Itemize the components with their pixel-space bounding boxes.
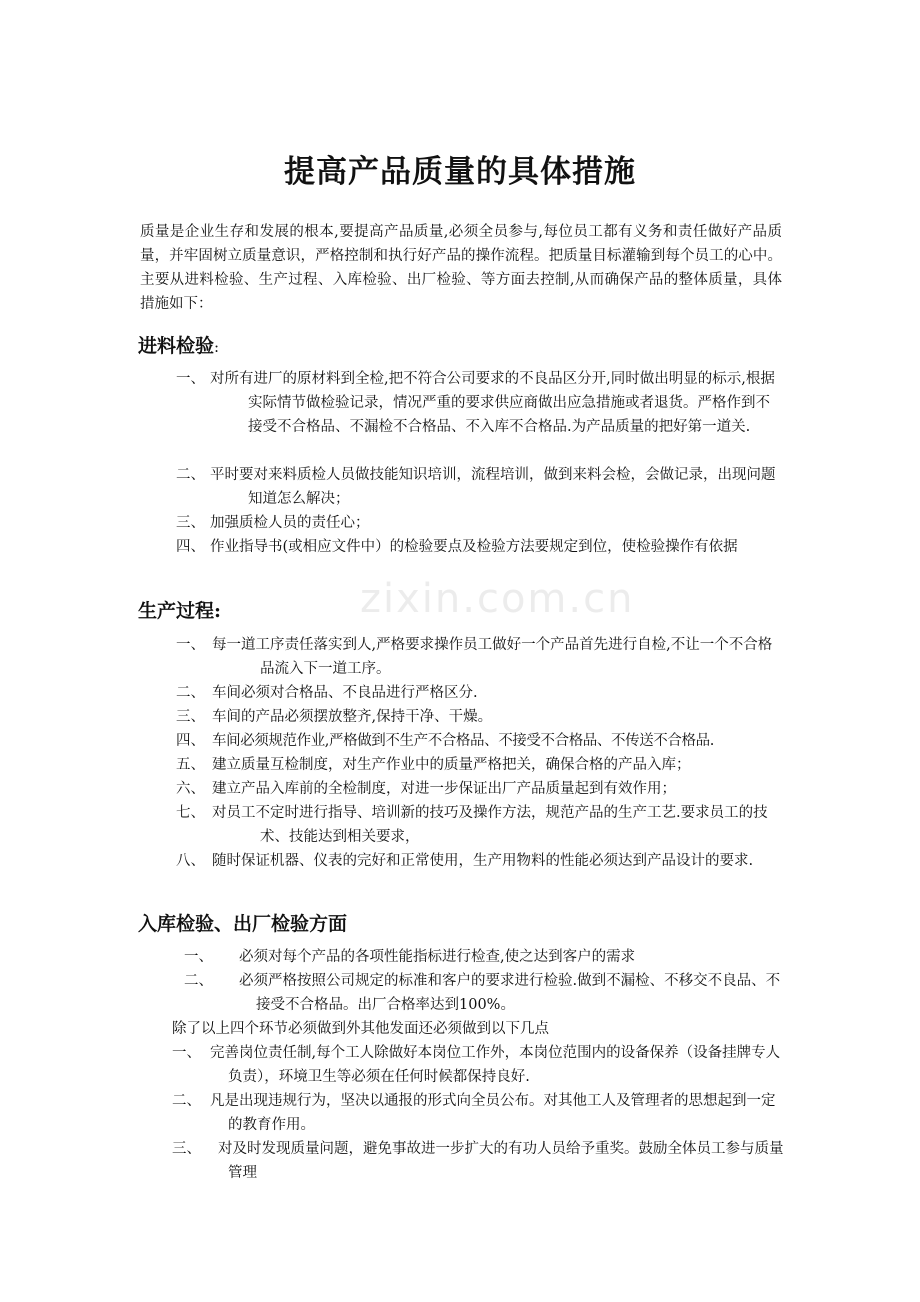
section-heading-production-process <box>138 596 221 623</box>
list-item-number: 八、 <box>176 853 205 869</box>
list-item-text: 对员工不定时进行指导、培训新的技巧及操作方法，规范产品的生产工艺.要求员工的技术、技能达到相关要求， <box>212 805 768 845</box>
list-item <box>172 1089 784 1137</box>
list-item-number: 三、 <box>176 515 205 531</box>
list-item-number: 二、 <box>176 685 205 701</box>
list-item-text: 随时保证机器、仪表的完好和正常使用，生产用物料的性能必须达到产品设计的要求. <box>212 853 754 869</box>
list-item <box>176 367 782 439</box>
list-item-text: 加强质检人员的责任心； <box>210 515 370 531</box>
list-item <box>176 535 782 559</box>
list-item-text: 对所有进厂的原材料到全检,把不符合公司要求的不良品区分开,同时做出明显的标示,根据实际情节做检验记录，情况严重的要求供应商做出应急措施或者退货。严格作到不接受不合格品、不漏检不合格品、不入库不合格品.为产品质量的把好第一道关. <box>210 371 775 435</box>
list-item-text: 每一道工序责任落实到人,严格要求操作员工做好一个产品首先进行自检,不让一个不合格品流入下一道工序。 <box>212 637 773 677</box>
list-item-text: 车间的产品必须摆放整齐,保持干净、干燥。 <box>212 709 493 725</box>
heading-colon: : <box>214 338 220 356</box>
list-item-number: 一、 <box>172 1045 201 1061</box>
transition-line: 除了以上四个环节必须做到外其他发面还必须做到以下几点 <box>172 1021 549 1037</box>
section-heading-text: 入库检验、出厂检验方面 <box>138 913 348 935</box>
list-item-text: 平时要对来料质检人员做技能知识培训，流程培训，做到来料会检，会做记录，出现问题知道怎么解决； <box>210 467 776 507</box>
list-item-number: 一、 <box>176 371 205 387</box>
section-heading-warehouse-outbound-inspection <box>138 909 347 936</box>
heading-colon: : <box>214 600 222 622</box>
list-item <box>172 1137 784 1185</box>
list-item-number: 二、 <box>176 467 205 483</box>
list-item <box>176 729 786 753</box>
list-item-text: 车间必须规范作业,严格做到不生产不合格品、不接受不合格品、不传送不合格品. <box>212 733 714 749</box>
list-item <box>176 511 782 535</box>
intro-paragraph: 质量是企业生存和发展的根本,要提高产品质量,必须全员参与,每位员工都有义务和责任做好产品质量，并牢固树立质量意识，严格控制和执行好产品的操作流程。把质量目标灌输到每个员工的心中。主要从进料检验、生产过程、入库检验、出厂检验、等方面去控制,从而确保产品的整体质量，具体措施如下： <box>140 224 782 312</box>
list-item-number: 六、 <box>176 781 205 797</box>
list-item <box>176 633 782 681</box>
list-item-text: 建立质量互检制度，对生产作业中的质量严格把关，确保合格的产品入库； <box>212 757 691 773</box>
section-heading-text: 生产过程 <box>138 600 215 622</box>
list-item <box>176 753 782 777</box>
list-item-text: 车间必须对合格品、不良品进行严格区分. <box>212 685 478 701</box>
watermark: zixin.com.cn <box>360 576 635 622</box>
list-item-text: 完善岗位责任制,每个工人除做好本岗位工作外，本岗位范围内的设备保养（设备挂牌专人负责），环境卫生等必须在任何时候都保持良好. <box>210 1045 781 1085</box>
list-item-number: 五、 <box>176 757 205 773</box>
list-item <box>176 777 782 801</box>
list-item-number: 四、 <box>176 539 205 555</box>
list-item-number: 二、 <box>184 973 213 989</box>
list-item <box>184 945 784 969</box>
section-heading-text: 进料检验 <box>138 335 215 357</box>
list-item-text: 凡是出现违规行为，坚决以通报的形式向全员公布。对其他工人及管理者的思想起到一定的教育作用。 <box>210 1093 776 1133</box>
list-item-number: 一、 <box>176 637 205 653</box>
list-item-number: 七、 <box>176 805 205 821</box>
list-item-number: 一、 <box>184 949 213 965</box>
list-item <box>176 801 782 849</box>
list-item <box>176 681 782 705</box>
list-item-text: 必须对每个产品的各项性能指标进行检查,使之达到客户的需求 <box>239 949 636 965</box>
list-item-number: 三、 <box>172 1141 201 1157</box>
list-item-text: 对及时发现质量问题，避免事故进一步扩大的有功人员给予重奖。鼓励全体员工参与质量管理 <box>218 1141 784 1181</box>
list-item-text: 作业指导书(或相应文件中）的检验要点及检验方法要规定到位，使检验操作有依据 <box>210 539 738 555</box>
document-title: 提高产品质量的具体措施 <box>284 154 636 190</box>
list-item <box>176 463 782 511</box>
list-item <box>172 1041 784 1089</box>
section-heading-incoming-inspection <box>138 331 219 358</box>
list-item-number: 二、 <box>172 1093 201 1109</box>
list-item <box>176 705 782 729</box>
list-item-text: 必须严格按照公司规定的标准和客户的要求进行检验.做到不漏检、不移交不良品、不接受不合格品。出厂合格率达到100%。 <box>239 973 781 1013</box>
list-item-number: 三、 <box>176 709 205 725</box>
list-item-text: 建立产品入库前的全检制度，对进一步保证出厂产品质量起到有效作用； <box>212 781 676 797</box>
list-item <box>184 969 784 1017</box>
list-item-number: 四、 <box>176 733 205 749</box>
list-item <box>176 849 782 873</box>
